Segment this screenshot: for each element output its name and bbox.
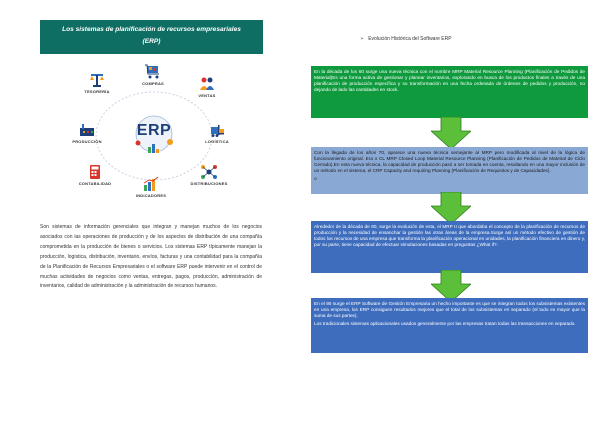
cart-icon bbox=[144, 64, 162, 80]
box-text: En el 90 surge el ERP Software de Gestión Empresaria un hecho importante es que se integran todos los subsistemas existentes en una empresa, los ERP consiguen resultados mejores que el total de los subsistemas en separado (el todo es mayor que la suma de sus partes). bbox=[314, 301, 585, 319]
people-icon bbox=[198, 76, 216, 92]
erp-center-label: ERP bbox=[136, 122, 172, 139]
title-banner bbox=[40, 20, 263, 54]
arrow-bullet-icon: ➢ bbox=[360, 36, 365, 42]
box-text: En la década de los 60 surge una nueva técnica con el nombre MRP Material Resource Planning (Planificación de Pedidos de Material)Es una forma activa de gestionar y planear inventarios, explorando en busca de los productos finales a través de una planificación de producción específica y su transformación en una fecha ordenada de órdenes de pedidos y producción, no dejando de lado las cantidades en stock. bbox=[314, 69, 585, 93]
node-label-tesoreria: TESORERÍA bbox=[84, 89, 110, 94]
node-label-indicadores: INDICADORES bbox=[135, 193, 167, 198]
node-logistica bbox=[190, 122, 244, 144]
node-tesoreria bbox=[70, 72, 124, 94]
down-arrow-icon bbox=[431, 192, 471, 224]
erp-description: Son sistemas de información gerenciales que integran y manejan muchos de los negocios asociados con las operaciones de producción y de los aspectos de distribución de una compañía comprometida en la producción de bienes o servicios. Los sistemas ERP típicamente manejan la producción, logística, distribución, inventario, envíos, facturas y una contabilidad para la compañía de la Planificación de Recursos Empresariales o el software ERP puede intervenir en el control de muchas actividades de negocios como ventas, entregas, pagos, producción, administración de inventarios, calidad de administración y la administración de recursos humanos. bbox=[40, 224, 262, 290]
node-ventas bbox=[180, 76, 234, 98]
node-contabilidad bbox=[68, 164, 122, 186]
box-text: o bbox=[314, 176, 317, 182]
node-label-distribuciones: DISTRIBUCIONES bbox=[190, 181, 228, 186]
node-label-compras: COMPRAS bbox=[142, 81, 164, 86]
forklift-icon bbox=[208, 122, 226, 138]
network-icon bbox=[200, 164, 218, 180]
evolution-heading-text: Evolución Histórica del Software ERP bbox=[368, 36, 452, 42]
erp-diagram bbox=[64, 64, 242, 210]
box-text: Los tradicionales sistemas aplicacionales usados generalmente por las empresas tratan todas las transacciones en separado. bbox=[314, 321, 576, 327]
down-arrow-icon bbox=[431, 117, 471, 149]
evolution-box-70s bbox=[311, 147, 588, 194]
node-indicadores bbox=[124, 176, 178, 198]
evolution-box-60s bbox=[311, 66, 588, 118]
node-label-logistica: LOGÍSTICA bbox=[205, 139, 229, 144]
evolution-box-80s bbox=[311, 221, 588, 273]
erp-hub bbox=[126, 114, 182, 158]
node-compras bbox=[126, 64, 180, 86]
node-label-contabilidad: CONTABILIDAD bbox=[78, 181, 112, 186]
scale-icon bbox=[88, 72, 106, 88]
node-distribuciones bbox=[182, 164, 236, 186]
evolution-box-90s bbox=[311, 298, 588, 353]
node-produccion bbox=[60, 122, 114, 144]
node-label-produccion: PRODUCCIÓN bbox=[72, 139, 102, 144]
calculator-icon bbox=[86, 164, 104, 180]
chart-icon bbox=[142, 176, 160, 192]
title-line-2: (ERP) bbox=[142, 38, 161, 45]
title-line-1: Los sistemas de planificación de recursos empresariales bbox=[62, 26, 241, 33]
factory-icon bbox=[78, 122, 96, 138]
node-label-ventas: VENTAS bbox=[198, 93, 216, 98]
box-text: Con la llegada de los años 70, aparece una nueva técnica semejante al MRP pero modificada al nivel de la lógica de funcionamiento original. Era o CL MRP Closed Loop Material Resource Planning (Planificación de Pedidos de Material de Ciclo Cerrado).En esta nueva técnica, la capacidad de producción pasó a ser tomada en cuenta, resultando en una mayor inclusión de un método en el sistema, el CRP Capacity and requiring Planning (Planificación de Requisitos y de Capacidades). bbox=[314, 150, 585, 174]
evolution-heading bbox=[360, 36, 452, 42]
box-text: Alrededor de la década de 80, surge la evolución de esta, el MRP II que abordaba el concepto de la planificación de recursos de producción y la necesidad de ensanchar la gestión las otras áreas de la empresa.Surge así un método efectivo de gestión de todos los recursos de una empresa que transforma la planificación operacional en unidades, la planificación financiera en dinero y, por su parte, tiene capacidad de efectuar simulaciones basadas en preguntas ¿What if?. bbox=[314, 224, 585, 248]
